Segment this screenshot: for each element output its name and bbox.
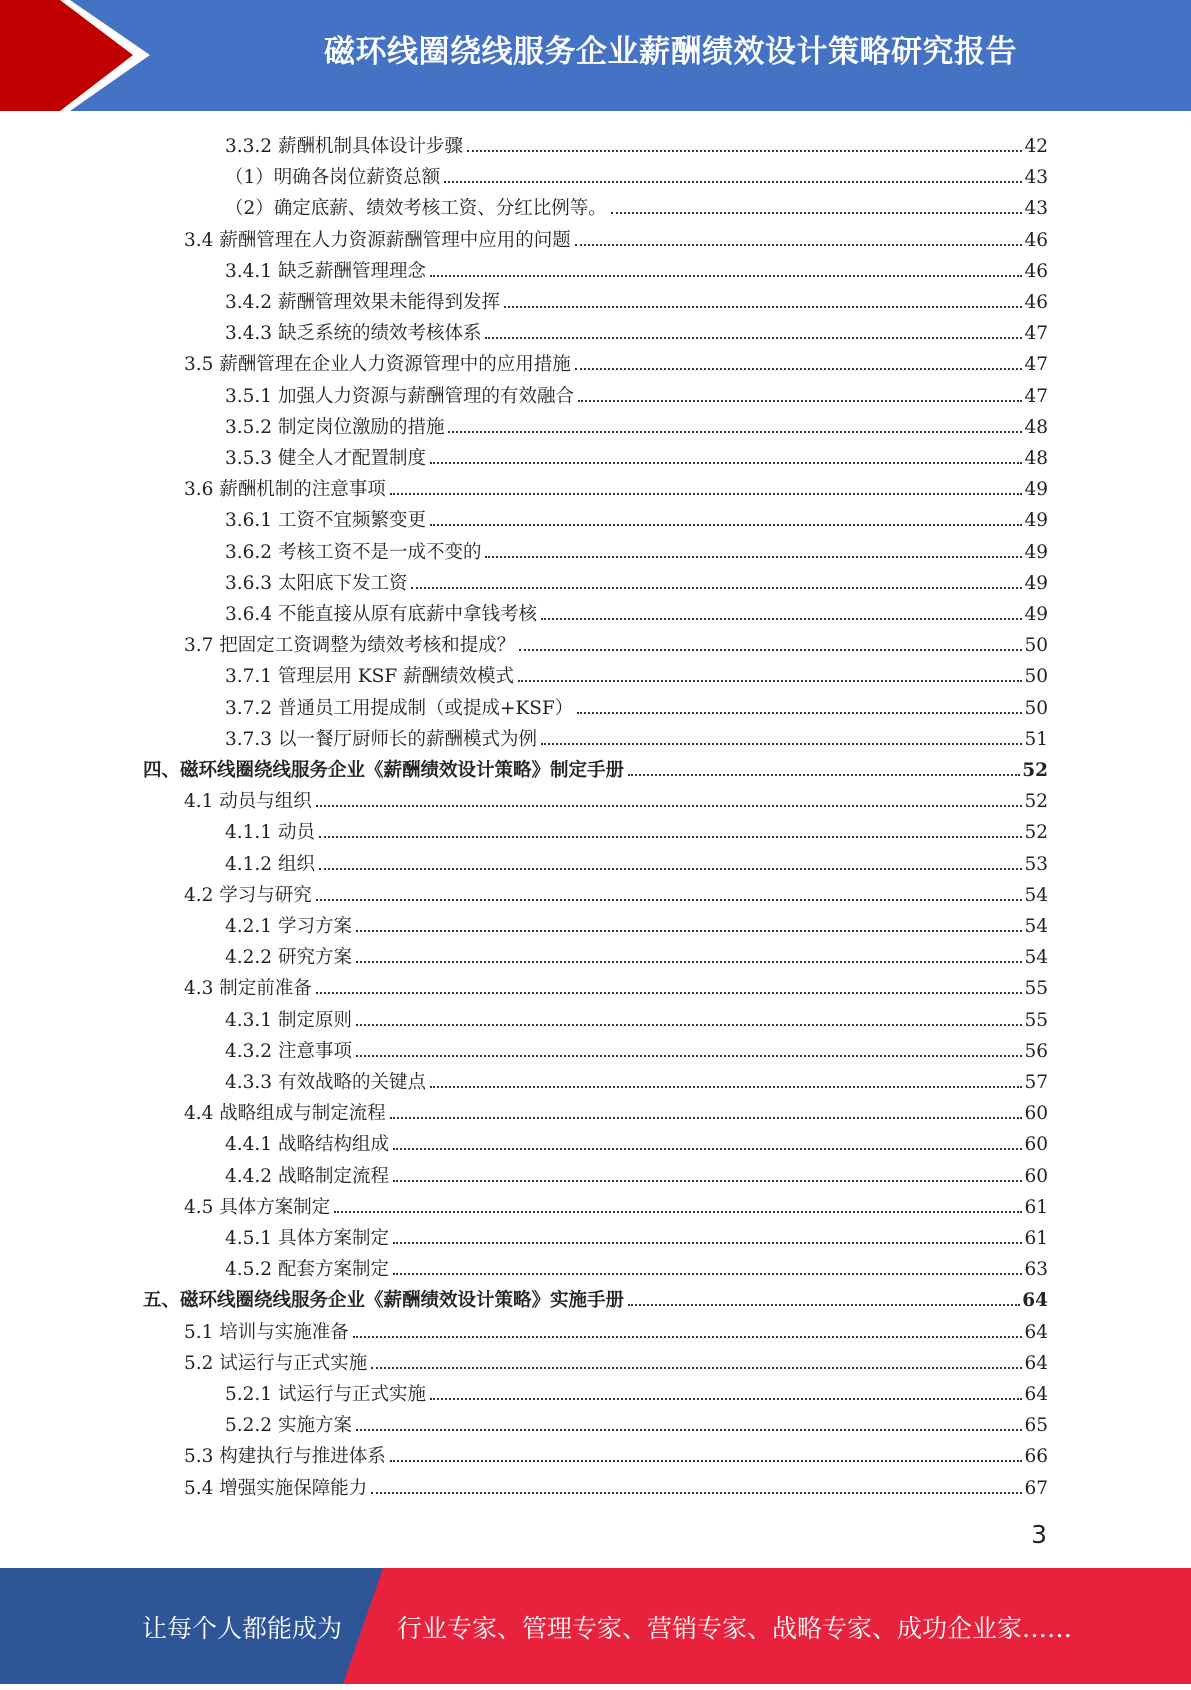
toc-entry-title: 3.7.3 以一餐厅厨师长的薪酬模式为例 [225,728,537,750]
toc-entry[interactable] [225,938,1048,969]
toc-entry-title: 4.4.2 战略制定流程 [225,1165,389,1187]
toc-entry-title: 3.4.1 缺乏薪酬管理理念 [225,260,426,282]
toc-entry-page: 46 [1024,260,1048,282]
toc-dot-leader [628,774,1020,776]
toc-entry[interactable] [225,1032,1048,1063]
toc-dot-leader [628,1304,1020,1306]
toc-entry-page: 55 [1024,978,1048,1000]
toc-entry-page: 64 [1022,1290,1048,1312]
toc-entry-page: 61 [1024,1228,1048,1249]
toc-entry-page: 60 [1024,1165,1048,1187]
toc-dot-leader [504,306,1022,308]
toc-entry-page: 49 [1024,541,1048,563]
toc-entry-page: 64 [1024,1352,1048,1374]
toc-entry-title: 3.4 薪酬管理在人力资源薪酬管理中应用的问题 [184,229,571,251]
toc-entry[interactable] [225,408,1048,439]
toc-entry-page: 61 [1024,1196,1048,1218]
footer-slogan-roles: 行业专家、管理专家、营销专家、战略专家、成功企业家…… [397,1614,1073,1643]
toc-entry-title: 4.2.2 研究方案 [225,947,352,969]
toc-dot-leader [430,1086,1022,1088]
toc-entry-page: 53 [1024,853,1048,875]
toc-entry[interactable] [225,533,1048,564]
toc-dot-leader [356,1429,1023,1431]
toc-dot-leader [393,1273,1022,1275]
toc-entry-page: 50 [1024,666,1048,688]
toc-entry-page: 46 [1024,229,1048,251]
toc-dot-leader [430,462,1022,464]
toc-entry[interactable] [225,907,1048,938]
toc-entry[interactable] [225,1157,1048,1188]
toc-dot-leader [356,961,1023,963]
toc-entry[interactable] [143,751,1048,782]
toc-entry[interactable] [225,845,1048,876]
toc-entry-title: 3.5.1 加强人力资源与薪酬管理的有效融合 [225,385,574,407]
toc-entry[interactable] [225,1125,1048,1156]
page-header [0,0,1191,111]
toc-entry-title: 4.1.2 组织 [225,853,315,875]
toc-entry-page: 47 [1024,385,1048,407]
toc-entry-title: 4.5.2 配套方案制定 [225,1259,389,1281]
toc-entry[interactable] [225,1063,1048,1094]
toc-entry-title: 5.2.1 试运行与正式实施 [225,1384,426,1405]
toc-dot-leader [356,1055,1023,1057]
toc-entry[interactable] [225,501,1048,532]
toc-dot-leader [319,836,1023,838]
toc-dot-leader [519,649,1022,651]
toc-entry[interactable] [225,377,1048,408]
toc-entry-title: 4.1 动员与组织 [184,791,312,813]
toc-entry[interactable] [225,439,1048,470]
toc-entry-page: 60 [1024,1134,1048,1156]
toc-dot-leader [575,368,1023,370]
toc-dot-leader [353,1336,1023,1338]
toc-entry-title: 3.5 薪酬管理在企业人力资源管理中的应用措施 [184,354,571,376]
toc-dot-leader [319,868,1023,870]
toc-entry-title: 3.3.2 薪酬机制具体设计步骤 [225,136,463,157]
toc-entry-page: 47 [1024,354,1048,376]
toc-entry[interactable] [225,1250,1048,1281]
toc-entry-title: 3.5.3 健全人才配置制度 [225,448,426,469]
toc-entry-title: 5.4 增强实施保障能力 [184,1477,368,1499]
toc-entry[interactable] [184,1437,1048,1468]
toc-entry-title: 五、磁环线圈绕线服务企业《薪酬绩效设计策略》实施手册 [143,1290,625,1312]
toc-entry-page: 49 [1024,572,1048,594]
toc-entry[interactable] [225,314,1048,345]
toc-entry-title: 5.2 试运行与正式实施 [184,1352,368,1374]
toc-entry-page: 56 [1024,1040,1048,1062]
toc-entry-page: 43 [1024,198,1048,220]
toc-entry[interactable] [184,1469,1048,1500]
toc-entry-title: 3.4.2 薪酬管理效果未能得到发挥 [225,292,500,313]
toc-entry-page: 50 [1024,635,1048,657]
toc-entry-page: 47 [1024,323,1048,345]
toc-entry-title: 3.6.3 太阳底下发工资 [225,572,408,594]
toc-entry-title: 4.2.1 学习方案 [225,916,352,937]
toc-entry[interactable] [225,813,1048,844]
toc-entry[interactable] [225,1219,1048,1250]
footer-slogan-lead: 让每个人都能成为 [142,1614,343,1643]
toc-dot-leader [485,556,1022,558]
toc-entry[interactable] [143,1281,1048,1312]
toc-entry[interactable] [184,626,1048,657]
toc-entry-title: 3.6.2 考核工资不是一成不变的 [225,541,482,563]
toc-entry[interactable] [184,221,1048,252]
toc-entry-page: 63 [1024,1259,1048,1281]
toc-entry[interactable] [225,564,1048,595]
toc-dot-leader [430,275,1022,277]
toc-entry-title: 4.4.1 战略结构组成 [225,1134,389,1156]
toc-entry[interactable] [184,969,1048,1000]
toc-entry-page: 43 [1024,167,1048,189]
toc-entry[interactable] [184,1313,1048,1344]
toc-entry-title: 4.5.1 具体方案制定 [225,1228,389,1249]
toc-dot-leader [444,181,1022,183]
toc-entry-page: 57 [1024,1072,1048,1093]
toc-entry-page: 49 [1024,604,1048,625]
toc-entry-title: 5.1 培训与实施准备 [184,1321,349,1343]
toc-dot-leader [334,1211,1022,1213]
toc-entry[interactable] [184,1344,1048,1375]
toc-entry-page: 64 [1024,1384,1048,1405]
toc-entry-title: 4.1.1 动员 [225,822,315,844]
toc-entry[interactable] [184,1188,1048,1219]
toc-entry-page: 64 [1024,1321,1048,1343]
toc-entry-title: 3.6.4 不能直接从原有底薪中拿钱考核 [225,604,537,625]
toc-dot-leader [390,1460,1023,1462]
page-number: 3 [1031,1520,1047,1549]
toc-entry[interactable] [225,720,1048,751]
toc-entry-title: 4.3 制定前准备 [184,978,312,1000]
toc-entry-title: 3.7 把固定工资调整为绩效考核和提成？ [184,635,516,657]
toc-dot-leader [393,1180,1022,1182]
report-title: 磁环线圈绕线服务企业薪酬绩效设计策略研究报告 [324,34,1017,70]
toc-entry-title: （2）确定底薪、绩效考核工资、分红比例等。 [225,198,607,220]
toc-entry-page: 66 [1024,1446,1048,1468]
toc-entry[interactable] [225,1406,1048,1437]
toc-entry[interactable] [225,283,1048,314]
toc-entry-page: 65 [1024,1415,1048,1437]
toc-entry-title: 5.3 构建执行与推进体系 [184,1446,386,1468]
toc-entry-title: 4.3.1 制定原则 [225,1009,352,1031]
toc-entry-page: 49 [1024,479,1048,501]
toc-dot-leader [485,337,1022,339]
toc-entry-page: 60 [1024,1103,1048,1125]
toc-entry-page: 48 [1024,448,1048,469]
toc-dot-leader [316,899,1023,901]
toc-entry-title: 4.5 具体方案制定 [184,1196,331,1218]
toc-dot-leader [356,1024,1023,1026]
toc-entry[interactable] [184,782,1048,813]
chevron-arrow-icon [0,0,160,111]
toc-entry[interactable] [184,876,1048,907]
toc-entry-page: 54 [1024,916,1048,937]
toc-entry-page: 54 [1024,884,1048,906]
page-footer [0,1568,1191,1684]
toc-entry-page: 51 [1024,728,1048,750]
toc-entry-page: 42 [1024,136,1048,157]
toc-entry-title: 5.2.2 实施方案 [225,1415,352,1437]
toc-entry[interactable] [225,127,1048,158]
toc-entry-title: 四、磁环线圈绕线服务企业《薪酬绩效设计策略》制定手册 [143,760,625,781]
toc-dot-leader [371,1492,1022,1494]
toc-dot-leader [467,150,1022,152]
toc-entry[interactable] [184,1094,1048,1125]
toc-entry-page: 46 [1024,292,1048,313]
toc-entry[interactable] [225,595,1048,626]
toc-dot-leader [575,244,1023,246]
toc-dot-leader [611,212,1023,214]
toc-entry-page: 52 [1022,760,1048,781]
toc-dot-leader [541,618,1022,620]
toc-entry-page: 54 [1024,947,1048,969]
toc-dot-leader [541,743,1022,745]
toc-dot-leader [356,930,1023,932]
toc-dot-leader [371,1367,1022,1369]
toc-entry-page: 48 [1024,416,1048,438]
toc-entry-title: 3.6 薪酬机制的注意事项 [184,479,386,501]
toc-dot-leader [390,493,1023,495]
toc-entry-page: 52 [1024,791,1048,813]
toc-entry-page: 52 [1024,822,1048,844]
toc-entry-title: （1）明确各岗位薪资总额 [225,167,441,189]
toc-dot-leader [316,805,1023,807]
toc-entry[interactable] [225,158,1048,189]
toc-entry-page: 67 [1024,1477,1048,1499]
toc-entry-title: 3.7.1 管理层用 KSF 薪酬绩效模式 [225,666,515,688]
toc-dot-leader [577,712,1022,714]
toc-entry-title: 4.3.3 有效战略的关键点 [225,1072,426,1093]
toc-dot-leader [316,992,1023,994]
toc-entry-title: 3.6.1 工资不宜频繁变更 [225,510,426,532]
toc-entry[interactable] [225,1375,1048,1406]
toc-entry-title: 3.7.2 普通员工用提成制（或提成+KSF） [225,697,574,719]
toc-entry[interactable] [225,689,1048,720]
toc-entry-title: 3.5.2 制定岗位激励的措施 [225,416,445,438]
toc-dot-leader [411,587,1022,589]
toc-dot-leader [448,431,1022,433]
toc-entry-page: 55 [1024,1009,1048,1031]
toc-entry-page: 50 [1024,697,1048,719]
toc-dot-leader [578,400,1022,402]
toc-entry-title: 4.2 学习与研究 [184,884,312,906]
toc-entry[interactable] [225,252,1048,283]
toc-entry-title: 3.4.3 缺乏系统的绩效考核体系 [225,323,482,345]
toc-dot-leader [393,1148,1022,1150]
toc-dot-leader [390,1117,1023,1119]
toc-dot-leader [518,680,1022,682]
toc-entry[interactable] [225,189,1048,220]
toc-dot-leader [430,524,1022,526]
toc-entry[interactable] [184,470,1048,501]
toc-entry[interactable] [184,345,1048,376]
toc-dot-leader [393,1242,1022,1244]
toc-entry-page: 49 [1024,510,1048,532]
toc-entry[interactable] [225,657,1048,688]
toc-entry-title: 4.4 战略组成与制定流程 [184,1103,386,1125]
toc-dot-leader [430,1398,1022,1400]
toc-entry[interactable] [225,1001,1048,1032]
toc-entry-title: 4.3.2 注意事项 [225,1040,352,1062]
